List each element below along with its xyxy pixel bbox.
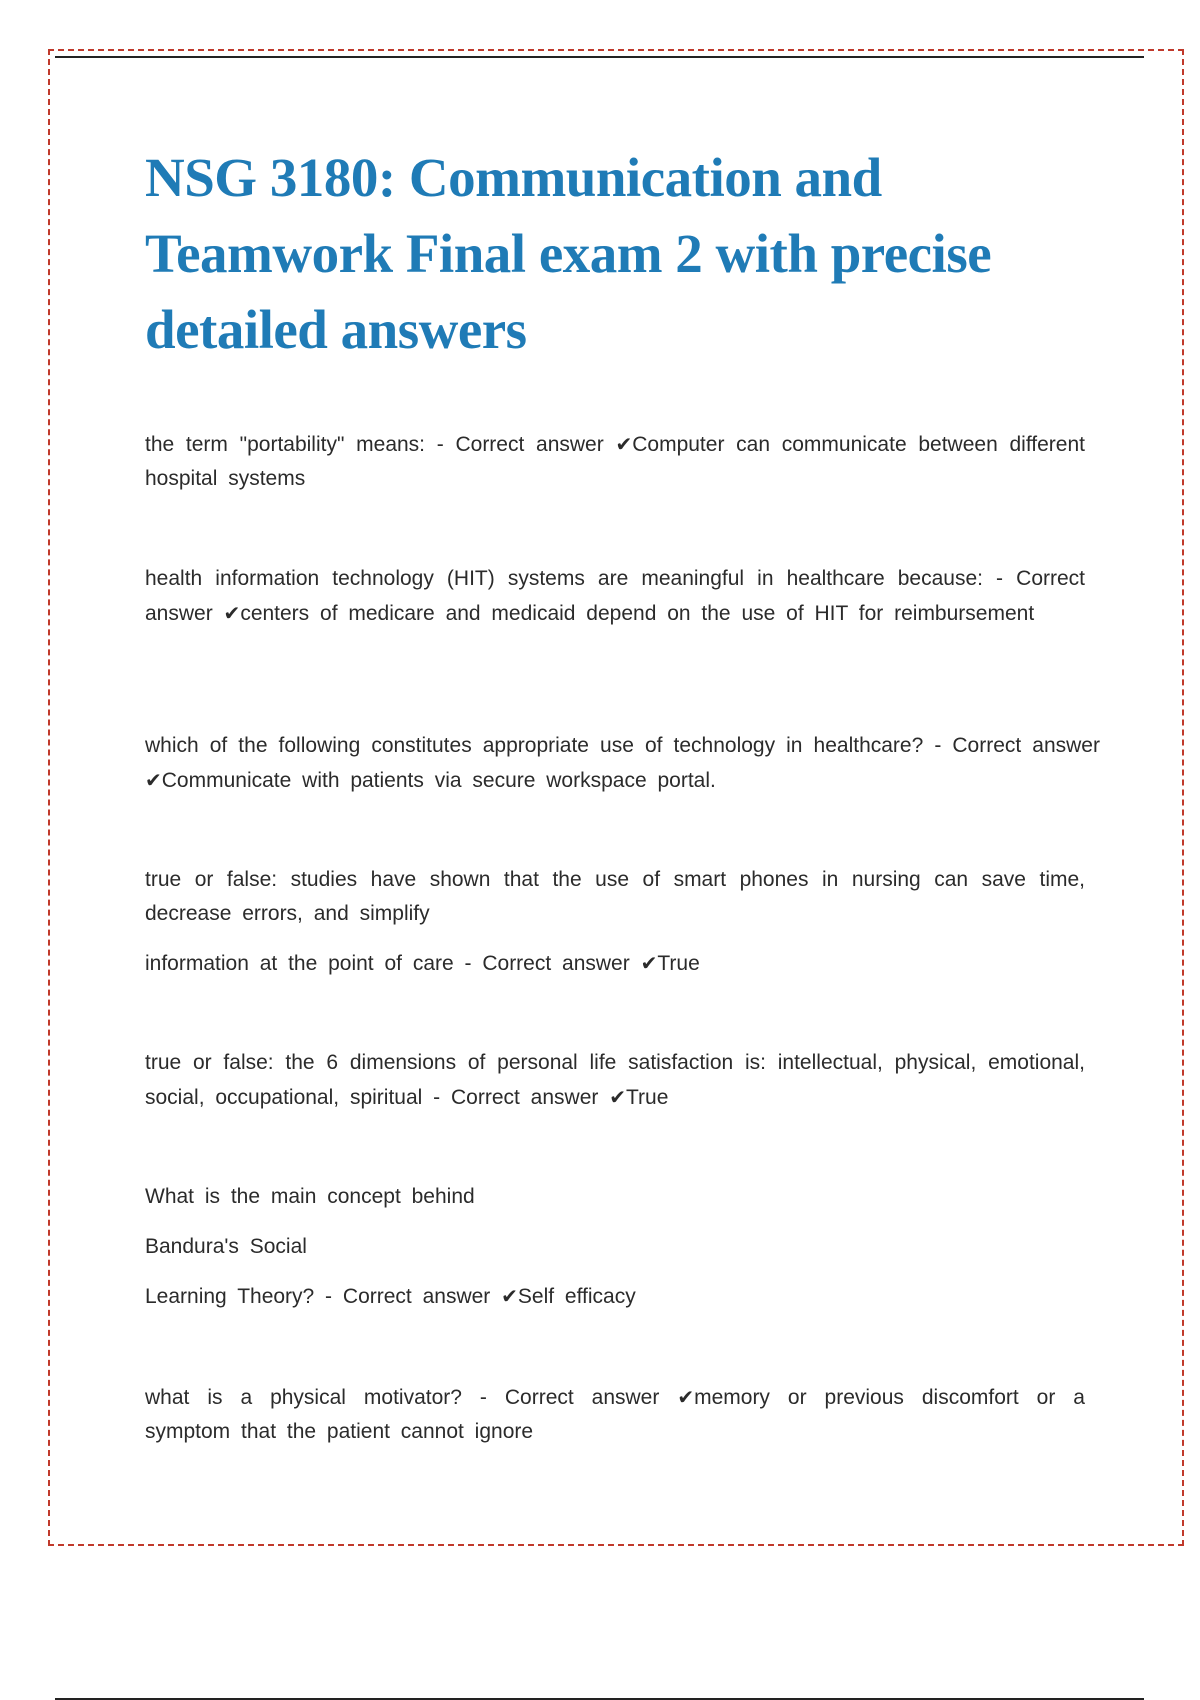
question-text: what is a physical motivator? - — [145, 1386, 487, 1409]
answer-label: Correct answer — [504, 1386, 660, 1409]
qa-item-4 — [145, 863, 1085, 931]
qa-item-2 — [145, 562, 1085, 631]
answer-label: Correct answer — [455, 433, 604, 456]
checkmark-icon: ✔ — [609, 1085, 626, 1109]
qa-item-1 — [145, 427, 1085, 496]
question-text: the term "portability" means: - — [145, 433, 444, 456]
header-rule — [55, 56, 1144, 58]
checkmark-icon: ✔ — [615, 432, 633, 456]
qa-item-5 — [145, 1046, 1085, 1115]
qa-item-6-line-2 — [145, 1230, 1085, 1264]
question-text: which of the following constitutes appropriate use of technology in healthcare? - — [145, 734, 942, 757]
checkmark-icon: ✔ — [640, 951, 658, 975]
answer-label: Correct answer — [450, 1086, 599, 1109]
answer-text: Computer can communicate between different hospital systems — [145, 433, 1085, 490]
qa-item-6-line-1 — [145, 1180, 1085, 1214]
answer-text: True — [625, 1086, 669, 1109]
answer-text: True — [657, 952, 700, 975]
answer-label: Correct answer — [482, 952, 630, 975]
question-text-line-1: What is the main concept behind — [145, 1185, 475, 1208]
answer-text: centers of medicare and medicaid depend on the use of HIT for reimbursement — [240, 602, 1035, 625]
qa-item-7 — [145, 1380, 1085, 1449]
checkmark-icon: ✔ — [223, 601, 241, 625]
checkmark-icon: ✔ — [501, 1284, 518, 1308]
answer-label: Correct answer — [952, 734, 1100, 757]
answer-text: Self efficacy — [517, 1285, 636, 1308]
question-text-line-1: true or false: studies have shown that the use of smart phones in nursing can save time, decrease errors, and simplify — [145, 868, 1085, 925]
qa-item-6-line-3 — [145, 1279, 1085, 1314]
checkmark-icon: ✔ — [145, 768, 162, 792]
question-text-line-3: Learning Theory? - — [145, 1285, 333, 1308]
answer-text: memory or previous discomfort or a symptom that the patient cannot ignore — [145, 1386, 1085, 1443]
question-text: true or false: the 6 dimensions of personal life satisfaction is: intellectual, physical, emotional, social, occupational, spiritual - — [145, 1051, 1085, 1109]
question-text-line-2: Bandura's Social — [145, 1235, 307, 1258]
question-text: health information technology (HIT) systems are meaningful in healthcare because: - — [145, 567, 1004, 590]
document-title: NSG 3180: Communication and Teamwork Final exam 2 with precise detailed answers — [145, 147, 992, 360]
qa-item-4-continued — [145, 946, 1085, 981]
answer-label: Correct answer — [342, 1285, 491, 1308]
answer-label: Correct answer — [145, 567, 1086, 625]
qa-item-3 — [145, 729, 1100, 798]
answer-text: Communicate with patients via secure workspace portal. — [161, 769, 716, 792]
question-text-line-2: information at the point of care - — [145, 952, 472, 975]
checkmark-icon: ✔ — [677, 1385, 695, 1409]
